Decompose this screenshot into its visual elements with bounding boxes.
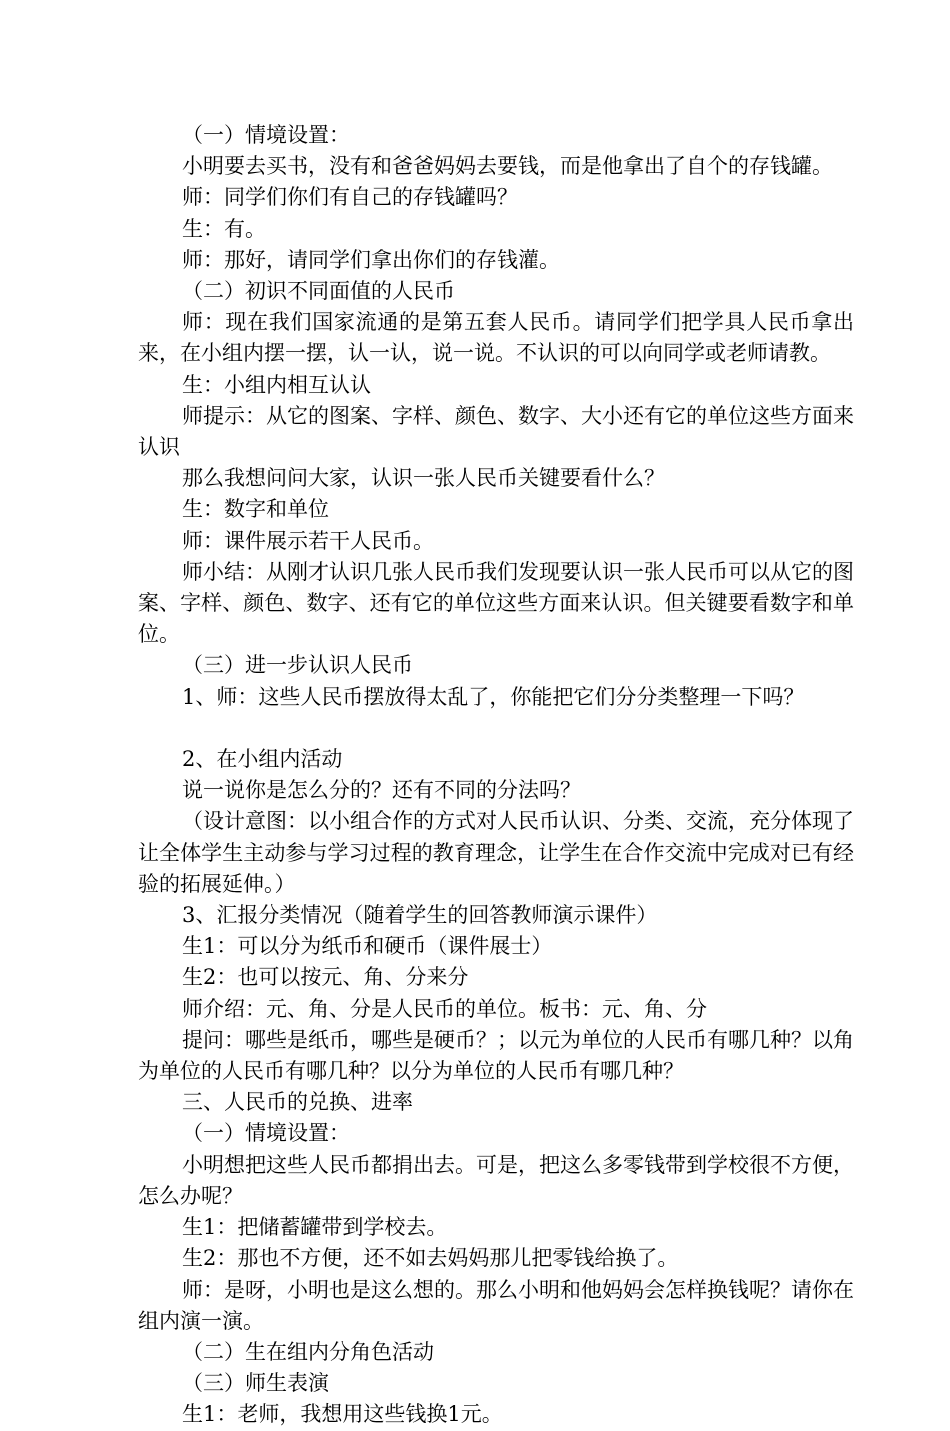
paragraph: 1、师：这些人民币摆放得太乱了，你能把它们分分类整理一下吗？ [182,684,805,709]
section-heading: （三）师生表演 [182,1371,329,1396]
section-heading: （三）进一步认识人民币 [182,653,413,678]
paragraph: 提问：哪些是纸币，哪些是硬币？；以元为单位的人民币有哪几种？以角为单位的人民币有哪几种？以分为单位的人民币有哪几种？ [138,1027,854,1084]
paragraph: 生2：也可以按元、角、分来分 [182,965,469,990]
paragraph: 生：数字和单位 [182,497,329,522]
section-heading: （一）情境设置： [182,1121,350,1146]
paragraph: 3、汇报分类情况（随着学生的回答教师演示课件） [182,903,658,928]
paragraph: 生：小组内相互认认 [182,372,371,397]
paragraph: 生：有。 [182,216,266,241]
paragraph: 那么我想问问大家，认识一张人民币关键要看什么？ [182,466,665,491]
section-heading: （一）情境设置： [182,123,350,147]
paragraph: 生1：可以分为纸币和硬币（课件展士） [182,934,553,959]
paragraph: 生1：老师，我想用这些钱换1元。 [182,1402,503,1427]
document-body [138,120,854,1431]
paragraph: 师提示：从它的图案、字样、颜色、数字、大小还有它的单位这些方面来认识 [138,403,854,460]
paragraph: 师介绍：元、角、分是人民币的单位。板书：元、角、分 [182,996,707,1021]
paragraph: 师：现在我们国家流通的是第五套人民币。请同学们把学具人民币拿出来，在小组内摆一摆，认一认，说一说。不认识的可以向同学或老师请教。 [138,310,854,366]
paragraph: 2、在小组内活动 [182,747,343,772]
paragraph: 师：课件展示若干人民币。 [182,528,434,553]
paragraph: 说一说你是怎么分的？还有不同的分法吗？ [182,778,581,803]
paragraph: 生1：把储蓄罐带到学校去。 [182,1215,448,1240]
section-heading: （二）生在组内分角色活动 [182,1339,434,1364]
paragraph: （设计意图：以小组合作的方式对人民币认识、分类、交流，充分体现了让全体学生主动参与学习过程的教育理念，让学生在合作交流中完成对已有经验的拓展延伸。） [138,809,854,896]
paragraph: 小明要去买书，没有和爸爸妈妈去要钱，而是他拿出了自个的存钱罐。 [182,154,833,179]
section-heading: 三、人民币的兑换、进率 [182,1090,413,1115]
paragraph: 小明想把这些人民币都捐出去。可是，把这么多零钱带到学校很不方便，怎么办呢？ [138,1152,854,1208]
paragraph: 师小结：从刚才认识几张人民币我们发现要认识一张人民币可以从它的图案、字样、颜色、数字、还有它的单位这些方面来认识。但关键要看数字和单位。 [138,559,854,647]
paragraph: 师：同学们你们有自己的存钱罐吗？ [182,185,518,210]
blank-line [138,713,854,744]
paragraph: 师：那好，请同学们拿出你们的存钱灌。 [182,247,560,272]
section-heading: （二）初识不同面值的人民币 [182,279,455,304]
paragraph: 生2：那也不方便，还不如去妈妈那儿把零钱给换了。 [182,1246,679,1271]
paragraph: 师：是呀，小明也是这么想的。那么小明和他妈妈会怎样换钱呢？请你在组内演一演。 [138,1277,854,1333]
